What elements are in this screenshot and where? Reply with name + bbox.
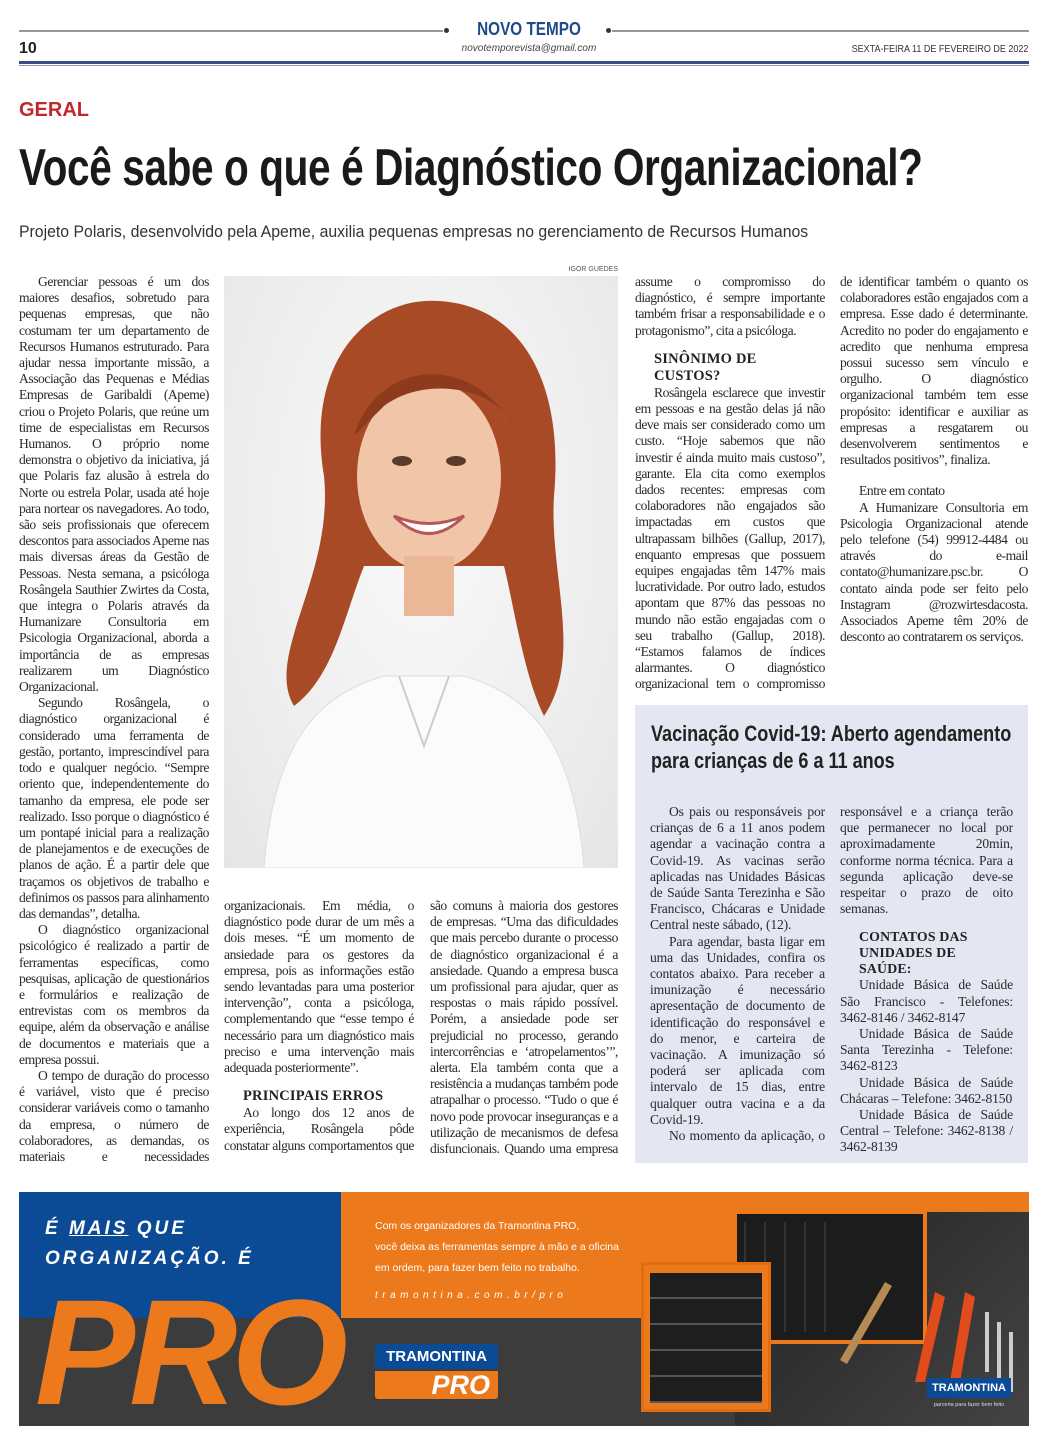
paragraph: Os pais ou responsáveis por crianças de 6 a 11 anos podem agendar a vacinação contra a Covid-19. As vacinas serão aplicadas nas Unidades Básicas de Saúde Santa Terezinha e São Francisco, Chácaras e Unidade Central neste sábado, (12). <box>650 804 825 933</box>
paragraph: O diagnóstico organizacional psicológico é realizado a partir de ferramentas específicas, como pesquisas, aplicação de questionários e formulários e realização de entrevistas com os membros da equipe, além da observação e análise de documentos e materiais que a empresa possui. <box>19 922 209 1067</box>
ad-copy-line: você deixa as ferramentas sempre à mão e a oficina <box>375 1241 619 1253</box>
paragraph: O tempo de duração do processo é variável, visto que é preciso considerar variáveis como o tamanho da empresa, o número de colaboradores, as demandas, os materiais e necessidades <box>19 1067 209 1164</box>
contact-item: Unidade Básica de Saúde São Francisco - Telefones: 3462-8146 / 3462-8147 <box>840 977 1013 1025</box>
paragraph: Ao longo dos 12 anos de experiência, Rosângela pôde constatar alguns comportamentos que <box>224 1105 414 1153</box>
tramontina-advertisement[interactable] <box>19 1192 1029 1426</box>
ad-headline-text: MAIS <box>68 1218 129 1239</box>
issue-date: SEXTA-FEIRA 11 DE FEVEREIRO DE 2022 <box>851 44 1028 55</box>
contact-item: Unidade Básica de Saúde Chácaras – Telefone: 3462-8150 <box>840 1074 1013 1106</box>
header-divider <box>19 61 1029 64</box>
box-title: Vacinação Covid-19: Aberto agendamento para crianças de 6 a 11 anos <box>651 721 1012 773</box>
ad-headline-text: QUE <box>128 1218 187 1239</box>
header-divider-thin <box>19 65 1029 66</box>
contacts-heading: CONTATOS DAS UNIDADES DE SAÚDE: <box>859 929 968 977</box>
paragraph: Rosângela esclarece que investir em pessoas e na gestão delas já não deve mais ser considerado como um custo. “Hoje sabemos que não investir é ainda muito mais custoso”, garante. Ela cita como exemplos dados recentes: empresas com colaboradores não engajados são impactadas em custos que ultrapassam bilhões (Gallup, 2017), enquanto empresas que possuem equipes engajadas têm 147% mais lucratividade. Por outro lado, estudos apontam que 87% das pessoas no mundo não estão engajadas com o seu trabalho (Gallup, 2018). “Estamos falamos de índices alarmantes. O diagnóstico organizacional tem o compromisso <box>635 384 825 692</box>
ad-url[interactable]: tramontina.com.br/pro <box>375 1290 568 1301</box>
paragraph-continued: de identificar também o quanto os colaboradores estão engajados com a empresa. Esse dado é determinante. Acredito no poder do engajamento e acredito que nenhuma empresa possui sucesso sem vínculo e orgulho. O diagnóstico organizacional também tem esse propósito: identificar e auxiliar as empresas a resgatarem ou desenvolverem sentimentos e resultados positivos”, finaliza. <box>840 274 1028 468</box>
tool-cabinet-image <box>641 1262 771 1412</box>
paragraph: No momento da aplicação, o <box>669 1128 825 1144</box>
newspaper-email: novotemporevista@gmail.com <box>461 43 597 54</box>
article-column-4 <box>635 274 825 694</box>
contact-item: Unidade Básica de Saúde Santa Terezinha - Telefone: 3462-8123 <box>840 1026 1013 1074</box>
subheading-sinonimo-de-custos: SINÔNIMO DE CUSTOS? <box>654 350 757 384</box>
section-label: GERAL <box>19 99 89 121</box>
box-column-1 <box>650 804 825 1156</box>
contact-heading: Entre em contato <box>859 483 945 499</box>
tramontina-logo <box>927 1378 1011 1408</box>
article-column-1 <box>19 274 209 1180</box>
logo-tagline: parceria para fazer bem feito <box>933 1402 1005 1408</box>
page-number: 10 <box>19 40 37 57</box>
article-subtitle: Projeto Polaris, desenvolvido pela Apeme, auxilia pequenas empresas no gerenciamento de Recursos Humanos <box>19 222 809 241</box>
ad-copy <box>375 1216 619 1306</box>
box-column-2 <box>840 804 1013 1156</box>
tramontina-pro-logo <box>375 1344 498 1399</box>
article-column-3 <box>430 898 618 1166</box>
paragraph: Gerenciar pessoas é um dos maiores desafios, sobretudo para pequenas empresas, que não costumam ter um departamento de Recursos Humanos estruturado. Para ajudar nessa importante missão, a Associação das Pequenas e Médias Empresas de Garibaldi (Apeme) criou o Projeto Polaris, que reúne um time de especialistas em Recursos Humanos. O próprio nome demonstra o objetivo da iniciativa, já que Polaris faz alusão à estrela do Norte ou estrela Polar, usada até hoje para nortear os navegadores. Ao todo, são seis profissionais que oferecem descontos para associados Apeme nas mais diversas áreas da Gestão de Pessoas. Nesta semana, a psicóloga Rosângela Sauthier Zwirtes da Costa, que integra o Polaris através da Humanizare Consultoria em Psicologia Organizacional, aborda a importância de as empresas realizarem um Diagnóstico Organizacional. <box>19 274 209 695</box>
paragraph-continued: assume o compromisso do diagnóstico, é sempre importante também frisar a responsabilidade e o protagonismo”, cita a psicóloga. <box>635 274 825 338</box>
logo-text: TRAMONTINA <box>927 1378 1011 1398</box>
article-column-2 <box>224 898 414 1166</box>
article-column-5 <box>840 274 1028 694</box>
paragraph-continued: são comuns à maioria dos gestores de empresas. “Uma das dificuldades que mais percebo durante o processo de diagnóstico organizacional é a ansiedade. Quando a empresa busca um profissional para ajudar, quer as respostas o mais rápido possível. Porém, a ansiedade pode ser prejudicial no processo, gerando intercorrências e ‘atropelamentos’”, alerta. Ela também conta que a resistência a mudanças também pode atrapalhar o processo. “Tudo o que é novo pode provocar inseguranças e a utilização de mecanismos de defesa disfuncionais. Quando uma empresa <box>430 898 618 1157</box>
ad-copy-line: Com os organizadores da Tramontina PRO, <box>375 1220 580 1232</box>
paragraph: Para agendar, basta ligar em uma das Unidades, confira os contatos abaixo. Para receber a imunização é necessário apresentação de documento de identificação do responsável e do menor, e carteira de vacinação. A imunização só poderá ser aplicada com intervalo de 15 dias, entre qualquer outra vacina e a da Covid-19. <box>650 933 825 1127</box>
photo-credit: IGOR GUEDES <box>568 266 618 273</box>
ad-headline-text: É <box>45 1218 69 1239</box>
logo-text: TRAMONTINA <box>375 1344 498 1369</box>
ad-headline-text: ORGANIZAÇÃO. É <box>45 1248 254 1269</box>
paragraph-continued: responsável e a criança terão que permanecer no local por aproximadamente 20min, conforme norma técnica. Para a segunda aplicação deve-se respeitar o prazo de oito semanas. <box>840 804 1013 917</box>
paragraph: A Humanizare Consultoria em Psicologia Organizacional atende pelo telefone (54) 99912-4484 ou através do e-mail contato@humanizare.psc.br. O contato ainda pode ser feito pelo Instagram @rozwirtesdacosta. Associados Apeme têm 20% de desconto ao contratarem os serviços. <box>840 499 1028 645</box>
paragraph-continued: organizacionais. Em média, o diagnóstico pode durar de um mês a dois meses. “É um momento de ansiedade para os gestores da empresa, pois as informações estão sendo levantadas para uma posterior intervenção”, conta a psicóloga, complementando que “esse tempo é necessário para um diagnóstico mais preciso e uma intervenção mais adequada posteriormente”. <box>224 898 414 1076</box>
ad-copy-line: em ordem, para fazer bem feito no trabalho. <box>375 1262 580 1274</box>
contact-item: Unidade Básica de Saúde Central – Telefone: 3462-8138 / 3462-8139 <box>840 1107 1013 1155</box>
ad-headline <box>45 1214 254 1274</box>
logo-text: PRO <box>375 1371 498 1399</box>
paragraph: Segundo Rosângela, o diagnóstico organizacional é considerado uma ferramenta de gestão, portanto, imprescindível para todo e qualquer negócio. “Sempre oriento que, independentemente do tamanho da empresa, ele pode ser realizado. Isso porque o diagnóstico é um pontapé inicial para a realização de planejamentos e de execuções de planos de ação. É a partir dele que traçamos os objetivos de trabalho e definimos os passos para alinhamento das demandas”, detalha. <box>19 695 209 921</box>
ad-pro-wordmark: PRO <box>35 1268 343 1426</box>
newspaper-name: NOVO TEMPO <box>477 19 581 39</box>
article-title: Você sabe o que é Diagnóstico Organizacional? <box>19 139 923 197</box>
portrait-photo <box>224 276 618 868</box>
subheading-principais-erros: PRINCIPAIS ERROS <box>243 1088 384 1105</box>
